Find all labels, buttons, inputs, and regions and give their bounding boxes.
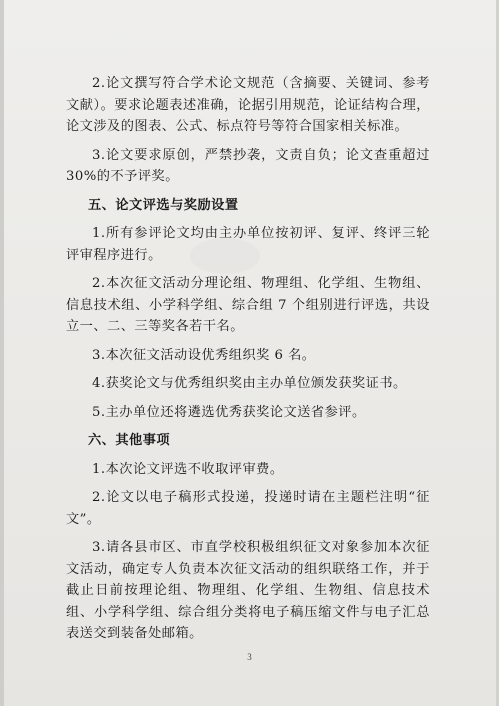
- paragraph: 3.本次征文活动设优秀组织奖 6 名。: [92, 347, 316, 363]
- paragraph: 1.本次论文评选不收取评审费。: [92, 461, 284, 477]
- paragraph: 5.主办单位还将遴选优秀获奖论文送省参评。: [92, 404, 366, 420]
- paragraph: 3.请各县市区、市直学校积极组织征文对象参加本次征文活动，确定专人负责本次征文活动的组织联络工作，并于截止日前按理论组、物理组、化学组、生物组、信息技术组、小学科学组、综合组分类将电子稿压缩文件与电子汇总表送交到装备处邮箱。: [66, 540, 430, 641]
- paragraph: 2.论文以电子稿形式投递，投递时请在主题栏注明“征文”。: [66, 490, 430, 527]
- page-number: 3: [247, 652, 252, 662]
- section-heading: 五、论文评选与奖励设置: [88, 197, 239, 213]
- scan-edge-left: [0, 0, 4, 706]
- document-body: [66, 73, 430, 652]
- paragraph: 1.所有参评论文均由主办单位按初评、复评、终评三轮评审程序进行。: [66, 226, 430, 263]
- paragraph: 4.获奖论文与优秀组织奖由主办单位颁发获奖证书。: [92, 376, 407, 391]
- section-heading: 六、其他事项: [88, 433, 171, 448]
- paragraph: 2.论文撰写符合学术论文规范（含摘要、关键词、参考文献）。要求论题表述准确，论据引用规范，论证结构合理，论文涉及的图表、公式、标点符号等符合国家相关标准。: [66, 76, 430, 134]
- paragraph: 2.本次征文活动分理论组、物理组、化学组、生物组、信息技术组、小学科学组、综合组 7 个组别进行评选，共设立一、二、三等奖各若干名。: [66, 276, 430, 334]
- paragraph: 3.论文要求原创，严禁抄袭，文责自负；论文查重超过30%的不予评奖。: [66, 147, 430, 184]
